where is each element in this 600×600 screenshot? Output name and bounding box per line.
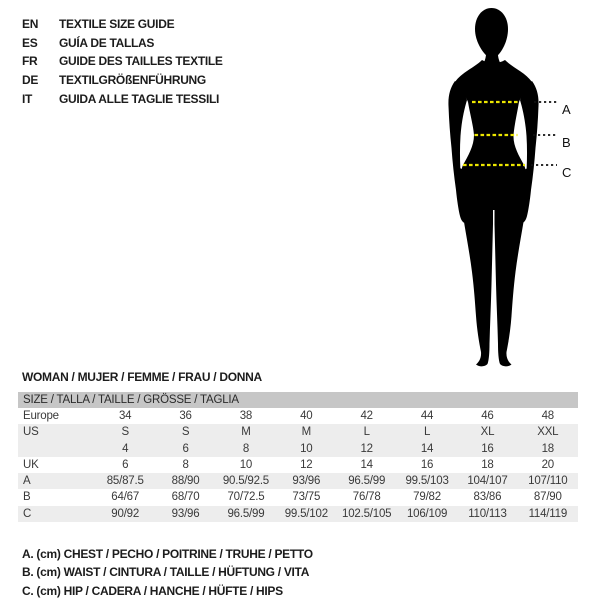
- table-cell: L: [363, 426, 370, 439]
- language-title: GUIDE DES TAILLES TEXTILE: [59, 54, 223, 69]
- language-row: [22, 89, 223, 108]
- table-cell: 10: [300, 442, 313, 455]
- table-cell: 93/96: [171, 507, 200, 520]
- table-cell: 38: [239, 410, 253, 422]
- size-table: [18, 392, 578, 522]
- legend-line: C. (cm) HIP / CADERA / HANCHE / HÜFTE / HIPS: [22, 583, 283, 598]
- table-group-title: WOMAN / MUJER / FEMME / FRAU / DONNA: [22, 370, 262, 384]
- table-cell: 88/90: [171, 475, 200, 488]
- table-row: [18, 473, 578, 489]
- table-cell: 104/107: [467, 475, 508, 488]
- table-cell: 85/87.5: [106, 475, 144, 488]
- table-cell: 10: [239, 458, 253, 471]
- legend-line: A. (cm) CHEST / PECHO / POITRINE / TRUHE / PETTO: [22, 547, 313, 561]
- language-title: GUIDA ALLE TAGLIE TESSILI: [59, 91, 220, 106]
- table-cell: 44: [420, 410, 434, 422]
- table-cell: 76/78: [352, 491, 381, 504]
- table-cell: 6: [122, 458, 129, 471]
- language-title: TEXTILGRÖßENFÜHRUNG: [59, 73, 206, 88]
- figure-left-leg: [460, 168, 493, 366]
- table-cell: M: [301, 426, 311, 439]
- table-cell: 96.5/99: [348, 475, 386, 488]
- table-cell: 12: [360, 442, 373, 455]
- figure-right-leg: [495, 168, 528, 366]
- language-code: EN: [22, 17, 39, 32]
- table-cell: S: [181, 426, 190, 439]
- table-cell: 96.5/99: [227, 507, 265, 520]
- table-cell: 93/96: [292, 475, 321, 488]
- table-cell: 114/119: [528, 507, 568, 520]
- table-row: [18, 424, 578, 440]
- table-cell: 36: [179, 410, 192, 422]
- size-table-header: SIZE / TALLA / TAILLE / GRÖSSE / TAGLIA: [18, 392, 578, 408]
- table-cell: 79/82: [413, 491, 441, 504]
- measurement-legend: [22, 545, 313, 600]
- table-cell: 8: [182, 458, 189, 471]
- table-cell: 90/92: [111, 507, 140, 520]
- table-cell: L: [423, 426, 431, 439]
- size-table-body: [18, 408, 578, 522]
- language-row: [22, 15, 223, 34]
- table-cell: 90.5/92.5: [222, 475, 270, 488]
- table-cell: 16: [420, 458, 434, 471]
- table-cell: 40: [300, 410, 313, 422]
- table-cell: 8: [242, 442, 250, 455]
- measure-label-column: [558, 8, 588, 370]
- table-cell: 34: [118, 410, 132, 422]
- row-label: [18, 441, 95, 457]
- table-cell: 70/72.5: [227, 491, 265, 504]
- table-row: [18, 441, 578, 457]
- table-cell: 73/75: [292, 491, 321, 504]
- table-cell: XXL: [537, 426, 559, 439]
- language-title: TEXTILE SIZE GUIDE: [59, 17, 175, 32]
- language-row: [22, 71, 223, 90]
- table-cell: M: [241, 426, 251, 439]
- measure-label-c: C: [562, 165, 572, 180]
- table-row: [18, 506, 578, 522]
- table-cell: 6: [182, 442, 189, 455]
- table-row: [18, 408, 578, 424]
- table-cell: XL: [480, 426, 495, 439]
- table-cell: 18: [481, 458, 494, 471]
- table-row: [18, 489, 578, 505]
- table-cell: 46: [481, 410, 494, 422]
- language-row: [22, 52, 223, 71]
- table-cell: 68/70: [171, 491, 200, 504]
- table-cell: 99.5/102: [284, 507, 328, 520]
- table-cell: 106/109: [406, 507, 448, 520]
- table-cell: 12: [300, 458, 313, 471]
- measure-label-b: B: [562, 135, 571, 150]
- table-cell: 99.5/103: [405, 475, 449, 488]
- table-cell: 20: [541, 458, 555, 471]
- table-cell: 16: [481, 442, 494, 455]
- table-cell: 110/113: [468, 507, 507, 520]
- row-label: UK: [23, 458, 39, 471]
- measure-label-a: A: [562, 102, 571, 117]
- table-cell: 14: [360, 458, 373, 471]
- language-code: FR: [22, 54, 38, 69]
- row-label: B: [23, 491, 31, 504]
- table-cell: 64/67: [111, 491, 140, 504]
- language-code: ES: [22, 35, 38, 50]
- table-cell: S: [121, 426, 129, 439]
- legend-line: B. (cm) WAIST / CINTURA / TAILLE / HÜFTUNG / VITA: [22, 565, 310, 580]
- language-code: IT: [22, 91, 33, 106]
- table-cell: 48: [541, 410, 555, 422]
- table-cell: 18: [541, 442, 555, 455]
- table-cell: 87/90: [533, 491, 562, 504]
- row-label: US: [23, 426, 39, 439]
- table-cell: 14: [420, 442, 434, 455]
- language-title: GUÍA DE TALLAS: [59, 35, 155, 50]
- table-cell: 102.5/105: [342, 507, 392, 520]
- table-cell: 4: [122, 442, 129, 455]
- language-code: DE: [22, 73, 39, 88]
- table-cell: 83/86: [473, 491, 502, 504]
- table-cell: 42: [360, 410, 373, 422]
- woman-silhouette-figure: [446, 8, 566, 370]
- row-label: C: [23, 507, 32, 520]
- row-label: Europe: [23, 410, 59, 422]
- language-row: [22, 34, 223, 53]
- table-cell: 107/110: [528, 475, 568, 488]
- row-label: A: [23, 475, 31, 488]
- woman-silhouette-svg: [446, 8, 566, 370]
- language-title-block: [22, 15, 223, 108]
- table-row: [18, 457, 578, 473]
